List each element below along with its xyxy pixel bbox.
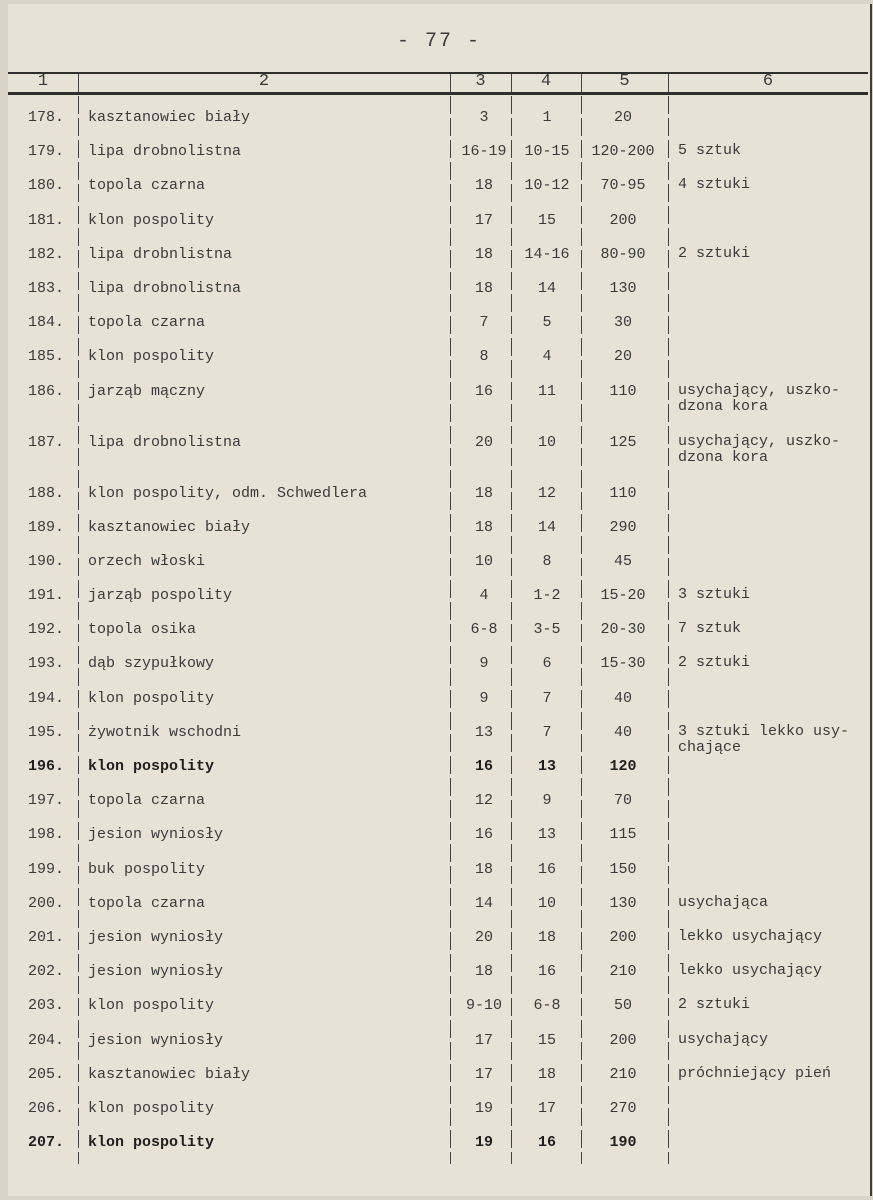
notes-cell: usychający, uszko-dzona kora	[678, 381, 841, 415]
table-row	[8, 921, 868, 955]
table-row	[8, 818, 868, 852]
row-number: 190.	[27, 552, 64, 570]
notes-cell: lekko usychający	[678, 927, 823, 945]
table-row	[8, 1058, 868, 1092]
table-row	[8, 784, 868, 818]
height-cell: 4	[479, 587, 489, 605]
tree-name: buk pospolity	[88, 860, 206, 878]
height-cell: 18	[474, 279, 493, 297]
table-row	[8, 613, 868, 647]
crown-cell: 11	[537, 382, 556, 400]
table-row	[8, 853, 868, 887]
header-col-4: 4	[540, 72, 552, 91]
crown-cell: 18	[537, 1065, 556, 1083]
height-cell: 8	[479, 348, 489, 366]
circumference-cell: 210	[609, 1065, 637, 1083]
table-row	[8, 135, 868, 169]
crown-cell: 1	[542, 109, 552, 126]
notes-cell: 2 sztuki	[678, 654, 751, 672]
table-row	[8, 545, 868, 579]
crown-cell: 14-16	[524, 245, 570, 263]
crown-cell: 6	[542, 655, 552, 673]
notes-cell: 3 sztuki lekko usy-chające	[678, 722, 850, 756]
header-col-1: 1	[37, 72, 49, 91]
tree-name: klon pospolity	[88, 211, 215, 229]
circumference-cell: 200	[609, 1031, 637, 1049]
height-cell: 18	[474, 177, 493, 195]
table-row	[8, 238, 868, 272]
crown-cell: 7	[542, 723, 552, 741]
page-number: - 77 -	[396, 30, 481, 53]
table-row	[8, 204, 868, 238]
crown-cell: 16	[537, 1134, 556, 1152]
circumference-cell: 70	[613, 792, 632, 810]
circumference-cell: 210	[609, 963, 637, 981]
header-col-2: 2	[258, 72, 270, 91]
tree-name: jarząb pospolity	[88, 587, 233, 605]
table-row	[8, 579, 868, 613]
circumference-cell: 50	[613, 997, 632, 1015]
crown-cell: 13	[537, 758, 556, 775]
height-cell: 6-8	[470, 621, 498, 639]
table-row	[8, 306, 868, 340]
crown-cell: 10-15	[524, 143, 570, 161]
height-cell: 20	[474, 928, 493, 946]
circumference-cell: 120-200	[591, 143, 655, 161]
table-row	[8, 169, 868, 203]
row-number: 183.	[27, 279, 64, 297]
crown-cell: 3-5	[533, 621, 561, 639]
height-cell: 18	[474, 518, 493, 536]
tree-name: orzech włoski	[88, 552, 206, 570]
table-row	[8, 1092, 868, 1126]
table-row	[8, 340, 868, 374]
crown-cell: 4	[542, 348, 552, 366]
height-cell: 18	[474, 860, 493, 878]
row-number: 186.	[27, 382, 64, 400]
row-number: 195.	[27, 723, 64, 741]
circumference-cell: 115	[609, 826, 637, 844]
header-rule	[8, 92, 868, 95]
crown-cell: 5	[542, 314, 552, 332]
row-number: 205.	[27, 1065, 64, 1083]
crown-cell: 7	[542, 689, 552, 707]
crown-cell: 10	[537, 433, 556, 451]
height-cell: 10	[474, 552, 493, 570]
circumference-cell: 70-95	[600, 177, 646, 195]
height-cell: 16	[474, 826, 493, 844]
tree-name: klon pospolity	[88, 1134, 215, 1152]
row-number: 198.	[27, 826, 64, 844]
tree-name: jesion wyniosły	[88, 963, 224, 981]
tree-name: topola czarna	[88, 894, 206, 912]
notes-cell: 3 sztuki	[678, 586, 751, 604]
height-cell: 18	[474, 245, 493, 263]
crown-cell: 12	[537, 484, 556, 502]
height-cell: 9	[479, 689, 489, 707]
tree-name: jesion wyniosły	[88, 826, 224, 844]
circumference-cell: 15-30	[600, 655, 646, 673]
circumference-cell: 45	[613, 552, 632, 570]
row-number: 202.	[27, 963, 64, 981]
circumference-cell: 190	[609, 1134, 637, 1152]
table-row	[8, 426, 868, 477]
height-cell: 17	[474, 211, 493, 229]
circumference-cell: 125	[609, 433, 637, 451]
row-number: 196.	[27, 758, 64, 775]
row-number: 206.	[27, 1099, 64, 1117]
notes-cell: lekko usychający	[678, 962, 823, 980]
table-row	[8, 887, 868, 921]
notes-cell: 2 sztuki	[678, 996, 751, 1014]
height-cell: 7	[479, 314, 489, 332]
notes-cell: 2 sztuki	[678, 244, 751, 262]
crown-cell: 16	[537, 963, 556, 981]
table-row	[8, 375, 868, 426]
tree-name: topola osika	[88, 621, 197, 639]
table-row	[8, 750, 868, 784]
tree-name: kasztanowiec biały	[88, 518, 251, 536]
table-row	[8, 272, 868, 306]
height-cell: 12	[474, 792, 493, 810]
crown-cell: 8	[542, 552, 552, 570]
table-row	[8, 716, 868, 756]
circumference-cell: 80-90	[600, 245, 646, 263]
tree-name: lipa drobnolistna	[88, 433, 242, 451]
notes-cell: usychający, uszko-dzona kora	[678, 432, 841, 466]
tree-name: lipa drobnolistna	[88, 143, 242, 161]
table-body	[8, 101, 868, 1160]
height-cell: 16	[474, 382, 493, 400]
crown-cell: 1-2	[533, 587, 561, 605]
table-row	[8, 1024, 868, 1058]
height-cell: 17	[474, 1031, 493, 1049]
crown-cell: 13	[537, 826, 556, 844]
height-cell: 18	[474, 963, 493, 981]
row-number: 201.	[27, 928, 64, 946]
tree-name: dąb szypułkowy	[88, 655, 215, 673]
tree-name: topola czarna	[88, 792, 206, 810]
crown-cell: 10-12	[524, 177, 570, 195]
table-row	[8, 511, 868, 545]
tree-name: jesion wyniosły	[88, 928, 224, 946]
tree-name: klon pospolity	[88, 348, 215, 366]
row-number: 178.	[27, 109, 64, 126]
row-number: 185.	[27, 348, 64, 366]
crown-cell: 10	[537, 894, 556, 912]
tree-name: kasztanowiec biały	[88, 1065, 251, 1083]
row-number: 200.	[27, 894, 64, 912]
tree-name: klon pospolity	[88, 997, 215, 1015]
tree-name: kasztanowiec biały	[88, 109, 251, 126]
row-number: 193.	[27, 655, 64, 673]
crown-cell: 17	[537, 1099, 556, 1117]
tree-name: topola czarna	[88, 177, 206, 195]
crown-cell: 14	[537, 279, 556, 297]
document-page	[8, 4, 872, 1196]
notes-cell: usychająca	[678, 893, 769, 911]
height-cell: 3	[479, 109, 489, 126]
height-cell: 14	[474, 894, 493, 912]
notes-cell: 7 sztuk	[678, 620, 742, 638]
tree-name: lipa drobnolistna	[88, 279, 242, 297]
tree-name: żywotnik wschodni	[88, 723, 242, 741]
circumference-cell: 20-30	[600, 621, 646, 639]
header-col-5: 5	[619, 72, 630, 91]
notes-cell: usychający	[678, 1030, 769, 1048]
header-col-3: 3	[475, 72, 486, 91]
tree-name: klon pospolity	[88, 689, 215, 707]
circumference-cell: 150	[609, 860, 637, 878]
row-number: 181.	[27, 211, 64, 229]
height-cell: 19	[474, 1099, 493, 1117]
row-number: 184.	[27, 314, 64, 332]
tree-name: topola czarna	[88, 314, 206, 332]
crown-cell: 6-8	[533, 997, 561, 1015]
row-number: 203.	[27, 997, 64, 1015]
row-number: 179.	[27, 143, 64, 161]
row-number: 191.	[27, 587, 64, 605]
tree-name: jesion wyniosły	[88, 1031, 224, 1049]
circumference-cell: 120	[609, 758, 637, 775]
tree-name: klon pospolity	[88, 1099, 215, 1117]
circumference-cell: 20	[613, 109, 632, 126]
row-number: 189.	[27, 518, 64, 536]
circumference-cell: 30	[613, 314, 632, 332]
table-row	[8, 682, 868, 716]
height-cell: 9-10	[465, 997, 502, 1015]
circumference-cell: 200	[609, 928, 637, 946]
crown-cell: 14	[537, 518, 556, 536]
row-number: 192.	[27, 621, 64, 639]
height-cell: 13	[474, 723, 493, 741]
crown-cell: 18	[537, 928, 556, 946]
table-row	[8, 647, 868, 681]
crown-cell: 9	[542, 792, 552, 810]
crown-cell: 15	[537, 211, 556, 229]
circumference-cell: 40	[613, 723, 632, 741]
height-cell: 16	[474, 758, 493, 775]
circumference-cell: 270	[609, 1099, 637, 1117]
height-cell: 19	[474, 1134, 493, 1152]
table-row	[8, 955, 868, 989]
height-cell: 18	[474, 484, 493, 502]
row-number: 187.	[27, 433, 64, 451]
height-cell: 17	[474, 1065, 493, 1083]
header-col-6: 6	[762, 72, 774, 91]
notes-cell: 4 sztuki	[678, 176, 751, 194]
table-row	[8, 989, 868, 1023]
table-row	[8, 1126, 868, 1160]
circumference-cell: 130	[609, 279, 637, 297]
circumference-cell: 290	[609, 518, 637, 536]
circumference-cell: 40	[613, 689, 632, 707]
circumference-cell: 110	[609, 382, 637, 400]
circumference-cell: 20	[613, 348, 632, 366]
table-row	[8, 477, 868, 511]
tree-name: klon pospolity	[88, 758, 215, 775]
circumference-cell: 110	[609, 484, 637, 502]
crown-cell: 15	[537, 1031, 556, 1049]
height-cell: 20	[474, 433, 493, 451]
circumference-cell: 130	[609, 894, 637, 912]
height-cell: 16-19	[461, 143, 507, 161]
crown-cell: 16	[537, 860, 556, 878]
tree-name: jarząb mączny	[88, 382, 206, 400]
circumference-cell: 15-20	[600, 587, 646, 605]
height-cell: 9	[479, 655, 489, 673]
tree-name: lipa drobnlistna	[88, 245, 233, 263]
notes-cell: próchniejący pień	[678, 1064, 832, 1082]
table-row	[8, 101, 868, 135]
row-number: 188.	[27, 484, 64, 502]
notes-cell: 5 sztuk	[678, 142, 742, 160]
row-number: 182.	[27, 245, 64, 263]
row-number: 194.	[27, 689, 64, 707]
tree-name: klon pospolity, odm. Schwedlera	[88, 484, 368, 502]
row-number: 199.	[27, 860, 64, 878]
circumference-cell: 200	[609, 211, 637, 229]
row-number: 204.	[27, 1031, 64, 1049]
row-number: 207.	[27, 1134, 64, 1152]
row-number: 197.	[27, 792, 64, 810]
row-number: 180.	[27, 177, 64, 195]
